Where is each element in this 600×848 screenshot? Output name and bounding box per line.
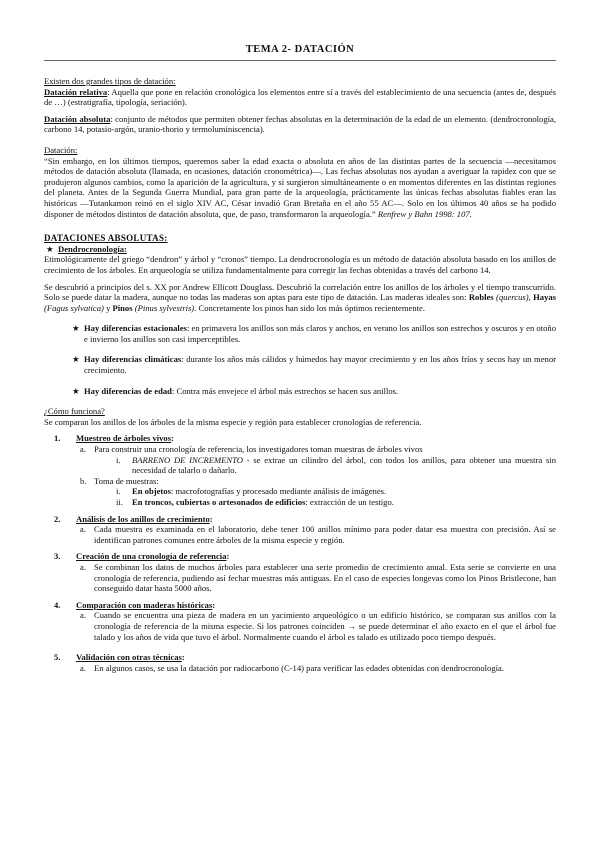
subsub-item [116,497,556,508]
subsub-text: : macrofotografías y procesado mediante análisis de imágenes. [170,486,387,497]
dendro-heading-row [46,244,556,255]
relativa-paragraph [44,87,556,108]
step-item: 1. Muestreo de árboles vivos: [54,433,174,444]
step-item: 4. Comparación con maderas históricas: [54,599,216,610]
step-item: 2. Análisis de los anillos de crecimiento: [54,513,213,524]
quote-citation: Renfrew y Bahn 1998: 107. [377,208,472,219]
conj-y: y [106,302,111,313]
step-title: Creación de una cronología de referencia [76,551,227,562]
absoluta-text: : conjunto de métodos que permiten obtener fechas absolutas en la determinación de la edad de un elemento. (dendrocronología, carbono 14, potasio-argón, uranio-thorio y termoluminiscencia). [44,113,556,135]
title-divider [44,60,556,61]
differences-list [72,323,556,396]
dendro-heading: Dendrocronología: [58,243,127,254]
list-item [72,354,556,375]
sub-letter: a. [80,561,86,572]
subsub-numeral: i. [116,486,121,497]
absoluta-term: Datación absoluta [44,113,111,124]
como-heading: ¿Cómo funciona? [44,406,105,417]
relativa-term: Datación relativa [44,86,108,97]
subsub-bold: En objetos [132,486,171,497]
sub-letter: a. [80,444,86,455]
section-heading-absolutas: DATACIONES ABSOLUTAS: [44,233,168,244]
sub-letter: b. [80,475,87,486]
sub-text: Se combinan los datos de muchos árboles para establecer una serie promedio de crecimiento anual. Esta serie se convierte en una cronología de referencia, pudiendo así fechar muestras más antiguas. En el caso de especies longevas como los Pinos Bristlecone, han conseguido datar hasta 5000 años. [94,561,556,594]
subsub-numeral: i. [116,454,121,465]
star-icon: ★ [46,243,54,254]
sub-letter: a. [80,610,86,621]
sub-letter: a. [80,524,86,535]
step-item: 3. Creación de una cronología de referencia: [54,551,230,562]
step-title: Validación con otras técnicas [76,652,182,663]
step-number: 1. [54,433,61,444]
dendro-paragraph-2: Se descubrió a principios del s. XX por Andrew Ellicott Douglass. Descubrió la correlación entre los anillos de los árboles y el tiempo transcurrido. Solo se puede datar la madera, aunque no todas las maderas son aptas para este tipo de datación. Las maderas ideales son: Robles (quercus), Hayas (Fagus sylvatica) y Pinos (Pinus sylvestris). Concretamente los pinos han sido los más óptimos recientemente. [44,281,557,313]
sub-text: Cada muestra es examinada en el laboratorio, debe tener 100 anillos mínimo para poder datar esa muestra con precisión. Así se identifican patrones comunes entre árboles de la misma especie y región. [94,524,556,545]
sub-item [80,663,556,674]
bullet-term: Hay diferencias estacionales [84,323,187,334]
dendro-p2-text: Se descubrió a principios del s. XX por Andrew Ellicott Douglass. Descubrió la correlación entre los anillos de los árboles y el tiempo transcurrido. Solo se puede datar la madera, aunque no todas las maderas son aptas para este tipo de datación. Las maderas ideales son: [44,281,556,303]
quote-heading: Datación: [44,144,78,155]
sub-item [80,562,556,594]
bullet-text: : Contra más envejece el árbol más estrechos se hacen sus anillos. [171,385,399,396]
subsub-text: : extracción de un testigo. [305,497,394,507]
subsub-numeral: ii. [116,497,123,507]
step-title: Comparación con maderas históricas [76,599,213,610]
bullet-text: : en primavera los anillos son más claros y anchos, en verano los anillos son estrechos y oscuros y en otoño e invierno los anillos son casi imperceptibles. [84,323,556,344]
bullet-term: Hay diferencias climáticas [84,354,182,365]
sub-item [80,610,556,642]
subsub-bold: En troncos, cubiertas o artesonados de edificios [132,497,306,507]
document-body [44,76,556,673]
relativa-text: : Aquella que pone en relación cronológica los elementos entre sí a través del establecimiento de una secuencia (antes de, después de …) (estratigrafía, tipología, seriación). [44,86,556,108]
intro-heading: Existen dos grandes tipos de datación: [44,76,176,86]
dendro-p2-end: . Concretamente los pinos han sido los más óptimos recientemente. [194,302,425,313]
steps-list [44,433,556,673]
sub-item [80,476,556,487]
sub-text: Toma de muestras: [94,475,159,486]
subsub-item [116,486,556,497]
bullet-term: Hay diferencias de edad [84,385,172,396]
absoluta-paragraph [44,114,556,135]
list-item [72,323,556,344]
dendro-paragraph-1: Etimológicamente del griego “dendron” y árbol y “cronos” tiempo. La dendrocronología es un método de datación absoluta basado en los anillos de crecimiento de los árboles. En arqueología se utiliza fundamentalmente para corregir las fechas obtenidas a través del carbono 14. [44,254,556,275]
step-number: 4. [54,599,61,610]
hayas-label: Hayas [533,292,557,303]
subsub-italic: BARRENO DE INCREMENTO [132,454,243,465]
star-icon: ★ [72,385,80,396]
step-number: 5. [54,652,61,663]
step-number: 2. [54,513,61,524]
sub-letter: a. [80,662,86,673]
robles-label: Robles [468,292,494,303]
step-title: Análisis de los anillos de crecimiento [76,513,210,524]
sub-item [80,524,556,545]
subsub-item [116,455,556,476]
sub-text: Cuando se encuentra una pieza de madera en un yacimiento arqueológico o un edificio histórico, se comparan sus anillos con la cronología de referencia de la misma especie. Si los patrones coinciden → se puede determinar el año exacto en el que el árbol fue talado y los años de vida que tuvo el árbol. Normalmente cuando el árbol es talado es utilizado poco tiempo después. [94,610,556,642]
bullet-text: : durante los años más cálidos y húmedos hay mayor crecimiento y en los años fríos y secos hay un menor crecimiento. [84,354,557,376]
step-title: Muestreo de árboles vivos [76,433,172,444]
star-icon: ★ [72,354,80,365]
quote-text: “Sin embargo, en los últimos tiempos, queremos saber la edad exacta o absoluta en años de las distintas partes de la secuencia —necesitamos métodos de datación absoluta (llamada, en ocasiones, datación cronométrica)—. Las fechas absolutas nos ayudan a averiguar la rapidez con que se produjeron algunos cambios, como la aparición de la agricultura, y si surgieron simultáneamente o en momentos diferentes en las distintas regiones del planeta. Antes de la Segunda Guerra Mundial, para gran parte de la arqueología, prácticamente las únicas fechas absolutas fiables eran las históricas —Tutankamon reinó en el siglo XIV AC, César invadió Gran Bretaña en el año 55 AC—. Solo en los últimos 40 años se ha podido disponer de métodos distintos de datación absoluta, que, de paso, transformaron la arqueología.” [44,155,556,219]
como-intro: Se comparan los anillos de los árboles de la misma especie y región para establecer cronologías de referencia. [44,416,422,427]
page-title: TEMA 2- DATACIÓN [245,44,355,55]
step-item: 5. Validación con otras técnicas: [54,652,185,663]
star-icon: ★ [72,323,80,334]
pinos-label: Pinos [112,302,133,313]
sub-text: Para construir una cronología de referencia, los investigadores toman muestras de árboles vivos [94,444,423,455]
sub-text: En algunos casos, se usa la datación por radiocarbono (C-14) para verificar las edades obtenidas con dendrocronología. [94,662,504,673]
step-number: 3. [54,551,61,562]
pinos-latin: (Pinus sylvestris) [134,302,195,313]
robles-latin: (quercus) [495,292,529,303]
hayas-latin: (Fagus sylvatica) [44,302,104,313]
sub-item [80,444,556,455]
subsub-text: - se extrae un cilindro del árbol, con todos los anillos, para obtener una muestra sin necesidad de talarlo o dañarlo. [132,454,556,476]
quote-paragraph [44,156,556,220]
list-item [72,386,556,397]
